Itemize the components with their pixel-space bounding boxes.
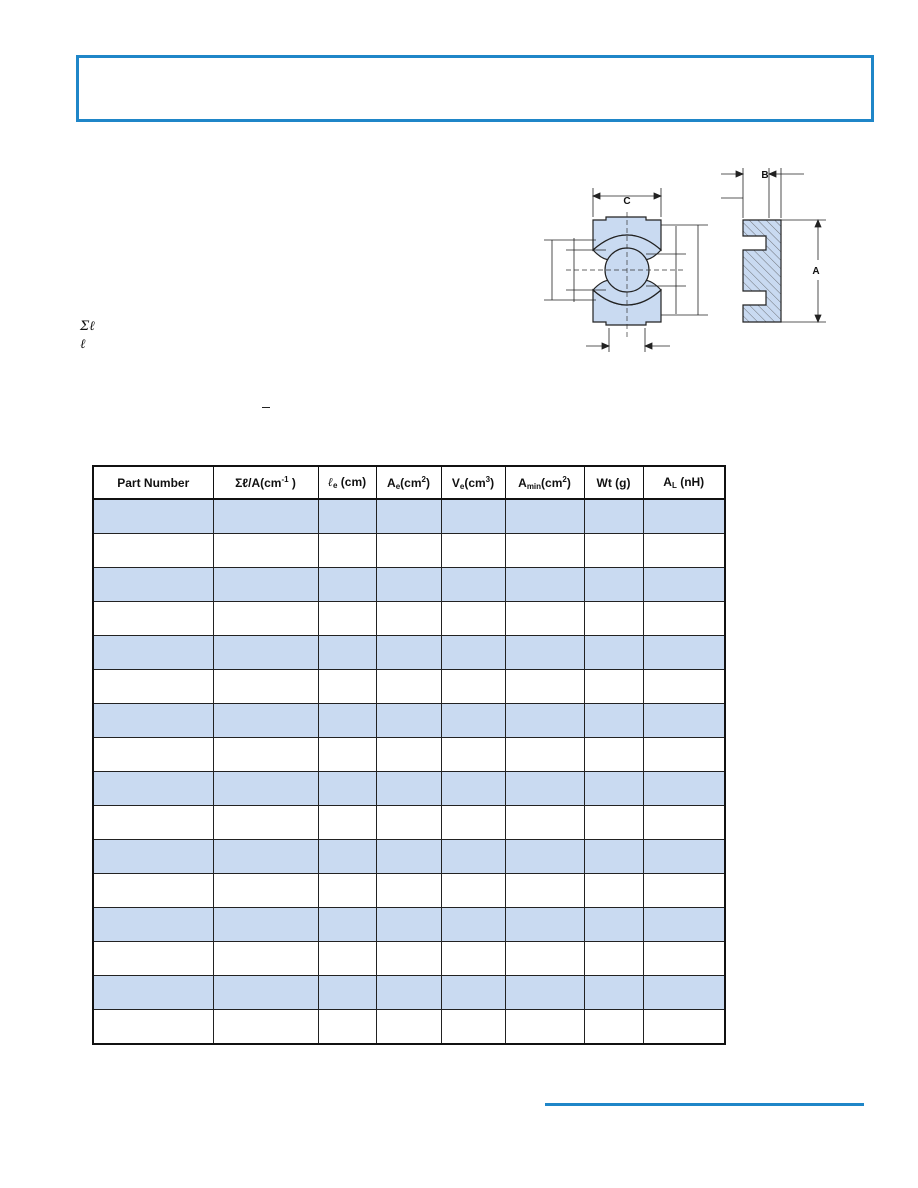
table-cell — [213, 840, 318, 874]
table-cell — [376, 942, 441, 976]
table-cell — [441, 499, 505, 534]
table-cell — [643, 976, 725, 1010]
table-row — [93, 806, 725, 840]
table-row — [93, 499, 725, 534]
table-cell — [93, 670, 213, 704]
table-cell — [441, 772, 505, 806]
table-cell — [441, 840, 505, 874]
header-al: $A_L$ (nH) — [643, 466, 725, 499]
table-cell — [505, 840, 584, 874]
table-cell — [318, 499, 376, 534]
table-cell — [441, 636, 505, 670]
header-ve: $V_e(cm^3)$ — [441, 466, 505, 499]
table-cell — [213, 976, 318, 1010]
table-cell — [213, 772, 318, 806]
table-cell — [93, 534, 213, 568]
table-cell — [213, 908, 318, 942]
table-cell — [505, 534, 584, 568]
table-cell — [376, 499, 441, 534]
label-c: C — [623, 196, 631, 207]
table-cell — [584, 738, 643, 772]
header-part-number: Part Number — [93, 466, 213, 499]
table-cell — [93, 840, 213, 874]
table-cell — [93, 942, 213, 976]
table-cell — [318, 738, 376, 772]
table-cell — [441, 1010, 505, 1045]
table-cell — [318, 534, 376, 568]
table-cell — [643, 670, 725, 704]
table-row — [93, 976, 725, 1010]
l-symbol: ℓ — [80, 337, 86, 352]
table-cell — [318, 806, 376, 840]
table-cell — [213, 568, 318, 602]
table-cell — [643, 602, 725, 636]
table-cell — [376, 602, 441, 636]
table-cell — [584, 602, 643, 636]
table-cell — [643, 704, 725, 738]
table-cell — [505, 908, 584, 942]
table-row — [93, 874, 725, 908]
table-cell — [505, 704, 584, 738]
table-cell — [584, 670, 643, 704]
table-row — [93, 1010, 725, 1045]
table-cell — [376, 1010, 441, 1045]
table-cell — [505, 602, 584, 636]
table-cell — [505, 806, 584, 840]
table-cell — [213, 602, 318, 636]
table-cell — [213, 942, 318, 976]
table-cell — [93, 738, 213, 772]
table-cell — [505, 499, 584, 534]
table-cell — [213, 806, 318, 840]
table-cell — [441, 806, 505, 840]
table-cell — [643, 534, 725, 568]
table-cell — [643, 499, 725, 534]
table-cell — [318, 976, 376, 1010]
table-cell — [441, 568, 505, 602]
table-row — [93, 942, 725, 976]
table-row — [93, 738, 725, 772]
header-weight: Wt (g) — [584, 466, 643, 499]
table-cell — [643, 806, 725, 840]
table-cell — [643, 568, 725, 602]
table-cell — [643, 942, 725, 976]
table-cell — [505, 874, 584, 908]
table-cell — [318, 772, 376, 806]
table-cell — [376, 772, 441, 806]
table-row — [93, 602, 725, 636]
table-cell — [376, 874, 441, 908]
table-cell — [93, 806, 213, 840]
table-cell — [318, 942, 376, 976]
table-row — [93, 670, 725, 704]
table-cell — [213, 534, 318, 568]
table-cell — [213, 499, 318, 534]
table-cell — [584, 1010, 643, 1045]
table-cell — [441, 738, 505, 772]
table-cell — [318, 670, 376, 704]
table-cell — [441, 874, 505, 908]
table-cell — [93, 602, 213, 636]
table-cell — [584, 772, 643, 806]
table-cell — [376, 908, 441, 942]
table-cell — [584, 840, 643, 874]
table-cell — [376, 976, 441, 1010]
footer-rule — [545, 1103, 864, 1106]
table-cell — [441, 976, 505, 1010]
core-section-view — [743, 220, 781, 322]
table-cell — [584, 806, 643, 840]
table-cell — [213, 636, 318, 670]
table-cell — [318, 568, 376, 602]
label-a: A — [812, 266, 820, 277]
table-cell — [376, 636, 441, 670]
table-cell — [376, 738, 441, 772]
table-cell — [505, 636, 584, 670]
table-cell — [441, 704, 505, 738]
table-cell — [213, 1010, 318, 1045]
table-row — [93, 636, 725, 670]
table-cell — [376, 534, 441, 568]
table-cell — [376, 670, 441, 704]
table-cell — [213, 874, 318, 908]
table-cell — [584, 976, 643, 1010]
table-cell — [93, 874, 213, 908]
table-cell — [584, 568, 643, 602]
table-cell — [584, 636, 643, 670]
table-cell — [505, 1010, 584, 1045]
table-cell — [643, 772, 725, 806]
table-header-row — [93, 466, 725, 499]
table-cell — [505, 738, 584, 772]
table-cell — [376, 840, 441, 874]
table-cell — [318, 908, 376, 942]
table-cell — [505, 976, 584, 1010]
header-ae: $A_e(cm^2)$ — [376, 466, 441, 499]
table-cell — [213, 738, 318, 772]
table-cell — [376, 806, 441, 840]
table-cell — [505, 568, 584, 602]
overbar-mark — [262, 407, 270, 408]
header-le: ℓ$_e$ (cm) — [318, 466, 376, 499]
table-cell — [441, 670, 505, 704]
table-cell — [441, 534, 505, 568]
sigma-l-symbol: Σℓ — [80, 319, 95, 334]
table-cell — [93, 1010, 213, 1045]
header-sigma-l-a: $\Sigma\ell/A(cm^{-1}$ ) — [213, 466, 318, 499]
table-cell — [505, 942, 584, 976]
table-cell — [93, 636, 213, 670]
table-cell — [318, 602, 376, 636]
table-row — [93, 568, 725, 602]
section-body — [743, 220, 781, 322]
table-cell — [93, 908, 213, 942]
table-cell — [505, 772, 584, 806]
table-cell — [584, 499, 643, 534]
table-cell — [376, 568, 441, 602]
table-cell — [441, 908, 505, 942]
table-row — [93, 840, 725, 874]
table-cell — [643, 908, 725, 942]
table-cell — [318, 840, 376, 874]
table-cell — [643, 738, 725, 772]
table-cell — [441, 602, 505, 636]
table-cell — [93, 568, 213, 602]
table-cell — [643, 840, 725, 874]
table-cell — [93, 772, 213, 806]
table-body — [93, 499, 725, 1044]
header-amin: $A_{min}(cm^2)$ — [505, 466, 584, 499]
table-cell — [643, 874, 725, 908]
table-cell — [441, 942, 505, 976]
table-cell — [505, 670, 584, 704]
table-row — [93, 704, 725, 738]
table-row — [93, 772, 725, 806]
table-cell — [643, 636, 725, 670]
table-cell — [584, 704, 643, 738]
table-cell — [318, 636, 376, 670]
table-cell — [318, 704, 376, 738]
table-cell — [584, 534, 643, 568]
table-cell — [584, 874, 643, 908]
table-cell — [93, 499, 213, 534]
table-cell — [213, 670, 318, 704]
table-row — [93, 534, 725, 568]
table-cell — [93, 976, 213, 1010]
table-cell — [318, 1010, 376, 1045]
table-cell — [643, 1010, 725, 1045]
table-cell — [584, 942, 643, 976]
label-b: B — [761, 170, 769, 181]
specification-table — [92, 465, 726, 1045]
dimension-bottom — [586, 328, 670, 352]
table-cell — [376, 704, 441, 738]
table-row — [93, 908, 725, 942]
table-cell — [318, 874, 376, 908]
table-cell — [213, 704, 318, 738]
table-cell — [93, 704, 213, 738]
table-cell — [584, 908, 643, 942]
title-box — [76, 55, 874, 122]
core-dimension-drawing — [536, 160, 846, 360]
